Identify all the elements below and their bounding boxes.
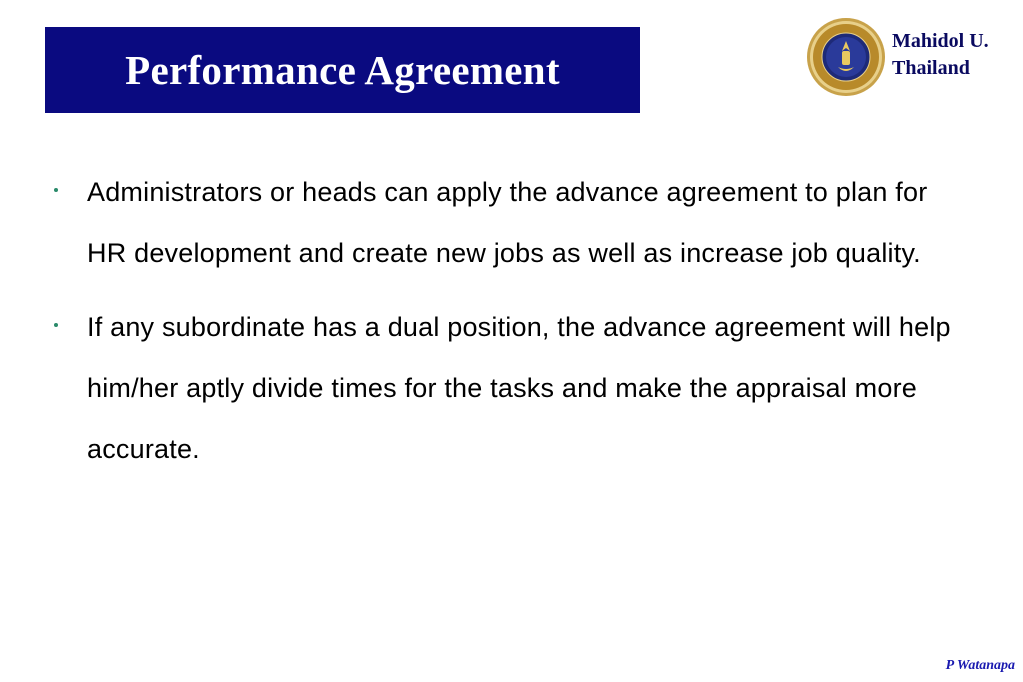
affiliation-line-1: Mahidol U. [892, 30, 989, 52]
bullet-item [50, 297, 970, 480]
bullet-text: Administrators or heads can apply the advance agreement to plan for HR development and create new jobs as well as increase job quality. [87, 177, 928, 268]
slide-title: Performance Agreement [125, 47, 560, 93]
affiliation-line-2: Thailand [892, 57, 970, 79]
bullet-list [50, 162, 970, 493]
mahidol-university-seal-icon [806, 17, 886, 97]
title-banner [45, 27, 640, 113]
bullet-item [50, 162, 970, 284]
affiliation [892, 28, 989, 82]
bullet-marker [54, 188, 58, 192]
footer-author: P Watanapa [945, 658, 1015, 673]
bullet-text: If any subordinate has a dual position, the advance agreement will help him/her aptly divide times for the tasks and make the appraisal more accurate. [87, 312, 951, 464]
bullet-marker [54, 323, 58, 327]
